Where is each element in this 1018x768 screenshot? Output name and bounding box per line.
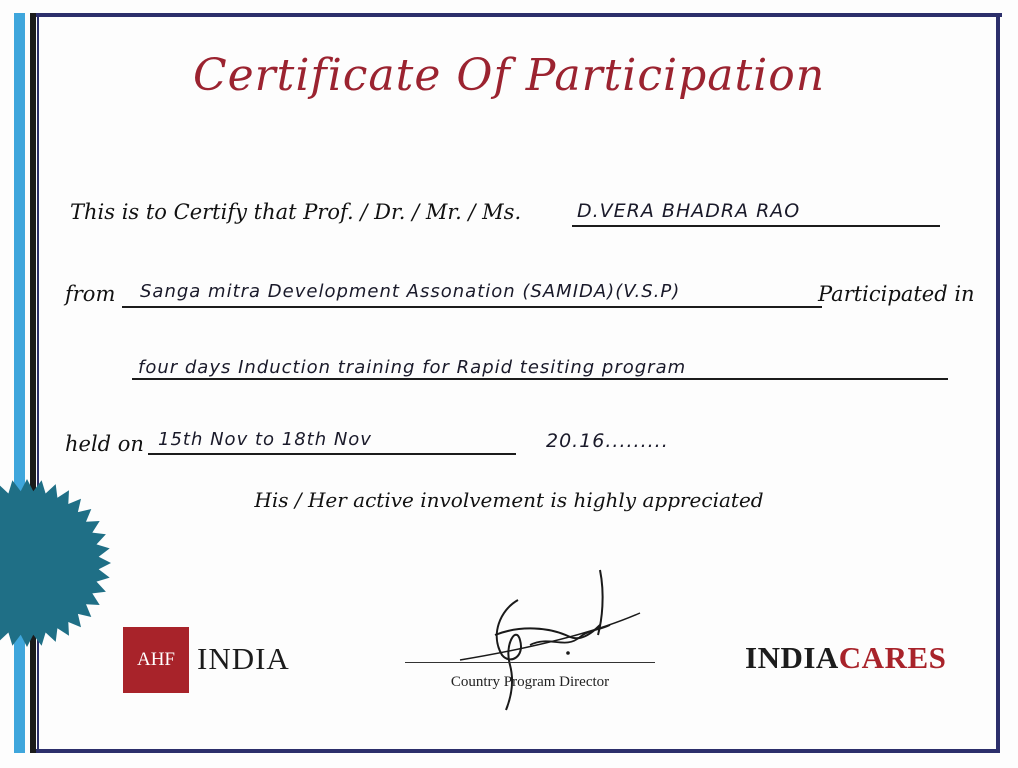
recipient-name: D.VERA BHADRA RAO — [577, 200, 801, 222]
ahf-india-text: INDIA — [197, 641, 290, 676]
cares-logo-cares: CARES — [838, 640, 947, 675]
from-label: from — [65, 282, 116, 306]
organization-underline — [122, 306, 822, 308]
name-underline — [572, 225, 940, 227]
event-year: 20.16......... — [546, 430, 669, 452]
organization-name: Sanga mitra Development Assonation (SAMIDA)(V.S.P) — [140, 281, 681, 302]
held-on-label: held on — [65, 432, 144, 456]
appreciation-text: His / Her active involvement is highly appreciated — [254, 488, 764, 512]
participated-text: Participated in — [818, 282, 975, 306]
border-bottom — [20, 749, 1000, 753]
signature-line — [405, 662, 655, 663]
certificate-title: Certificate Of Participation — [192, 50, 826, 101]
signatory-title: Country Program Director — [450, 674, 610, 690]
ahf-logo-box — [123, 627, 189, 693]
dates-underline — [148, 453, 516, 455]
certify-text: This is to Certify that Prof. / Dr. / Mr. / Ms. — [70, 200, 522, 224]
event-dates: 15th Nov to 18th Nov — [158, 429, 372, 450]
border-right — [996, 13, 1000, 753]
cares-logo-india: INDIA — [745, 640, 839, 675]
training-description: four days Induction training for Rapid tesiting program — [138, 357, 687, 378]
india-cares-logo — [745, 640, 946, 676]
border-top — [20, 13, 1002, 17]
training-underline — [132, 378, 948, 380]
ahf-logo-text: AHF — [136, 649, 175, 670]
signature-graphic — [440, 565, 670, 715]
